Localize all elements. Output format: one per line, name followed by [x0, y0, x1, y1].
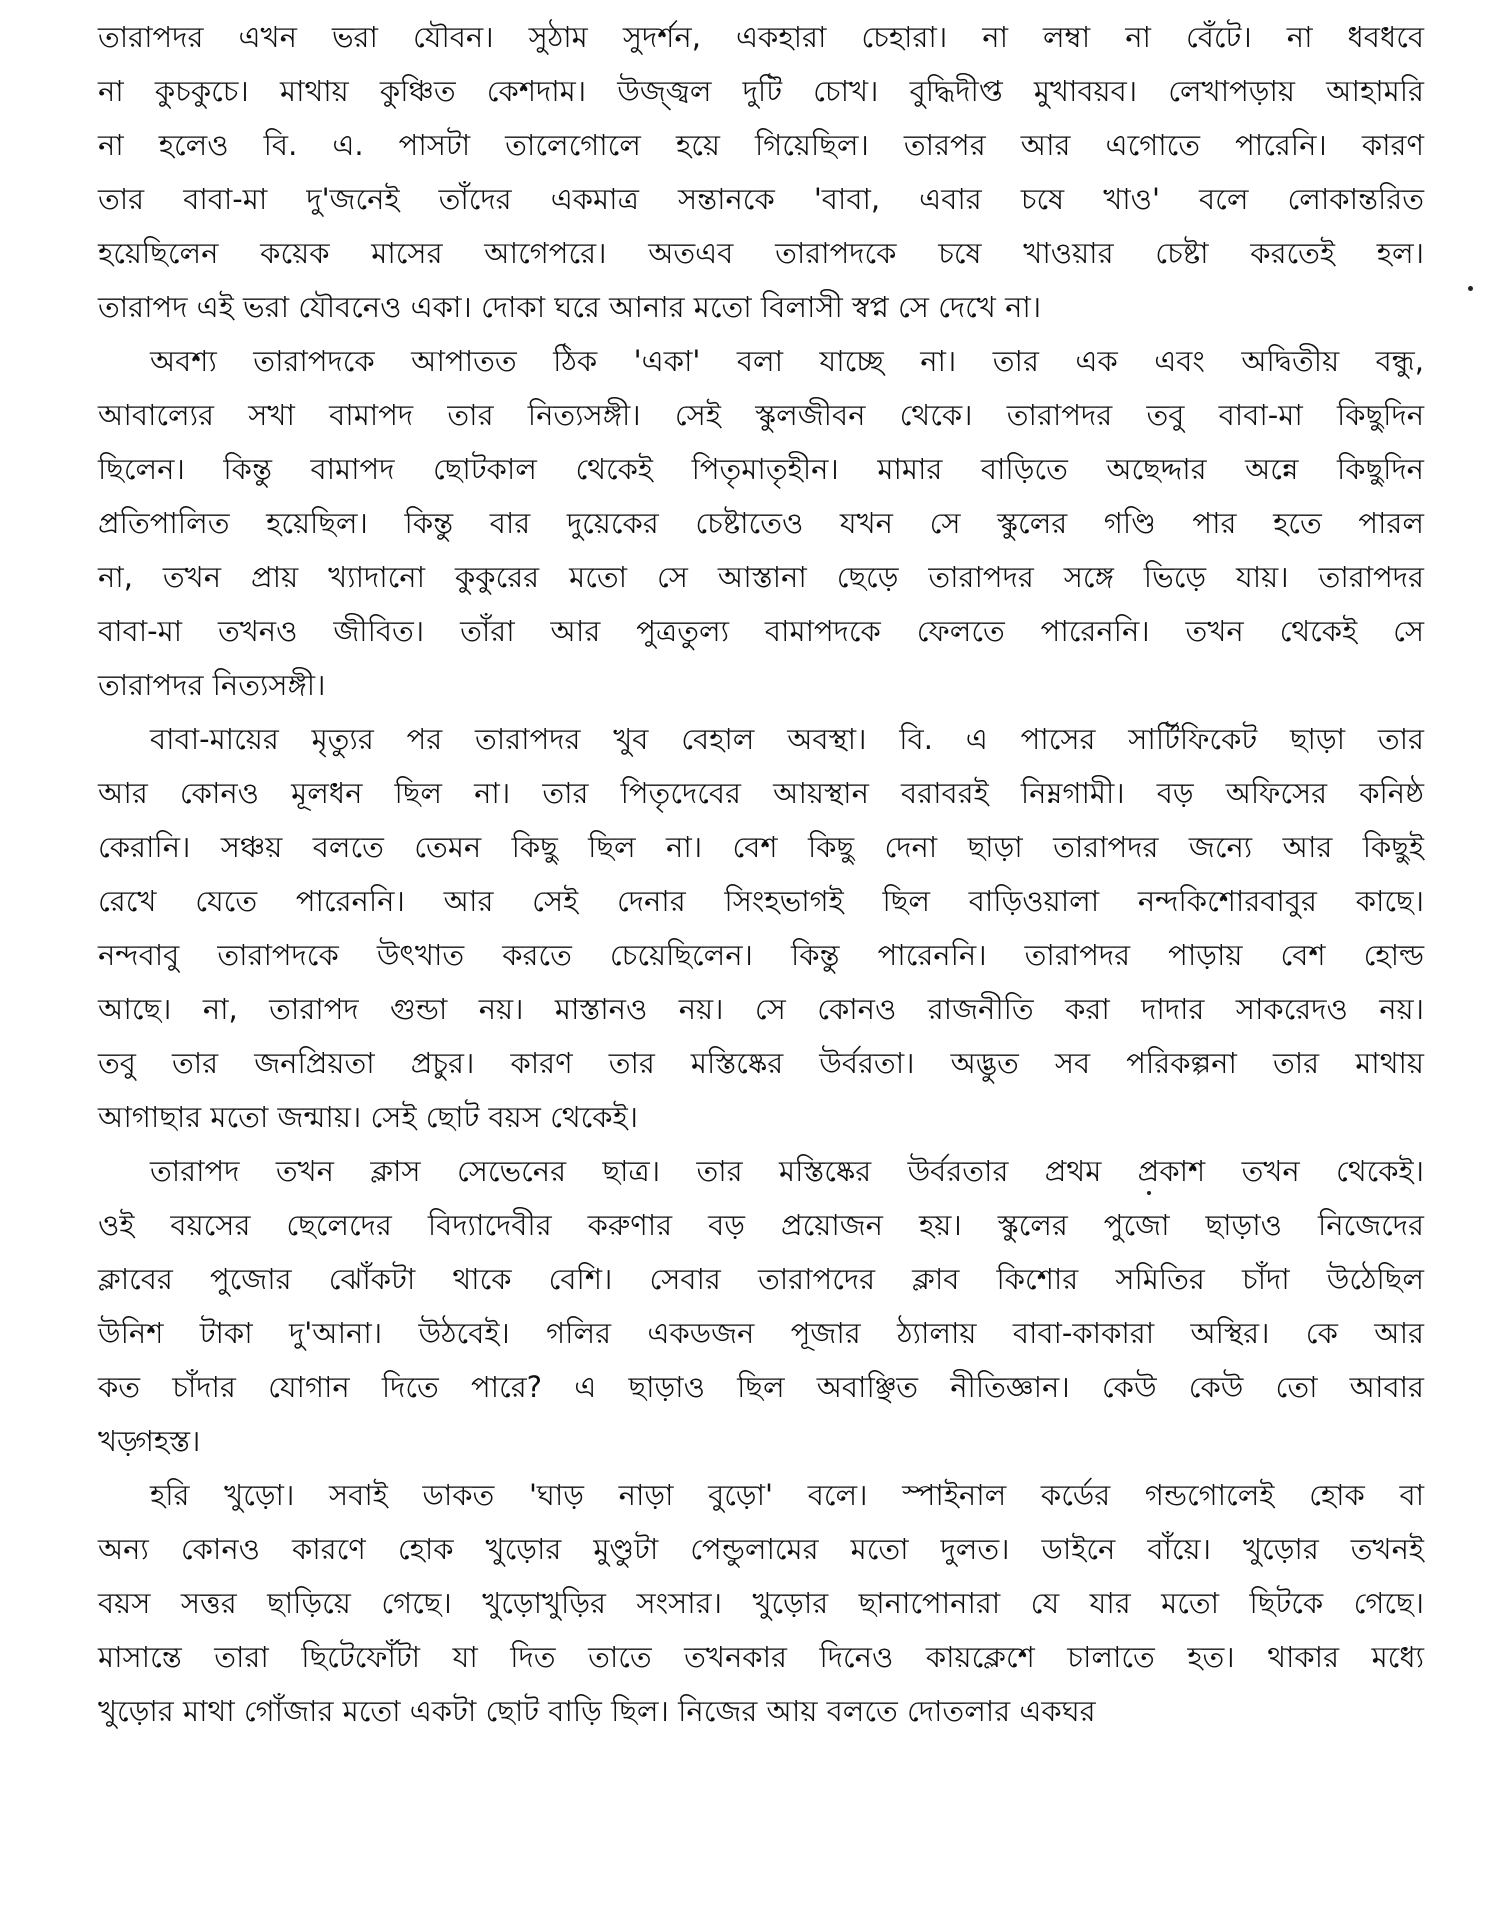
stray-dot — [1468, 286, 1473, 291]
text-line: ক্লাবের পুজোর ঝোঁকটা থাকে বেশি। সেবার তারাপদের ক্লাব কিশোর সমিতির চাঁদা উঠেছিল — [98, 1262, 1424, 1296]
text-line: হরি খুড়ো। সবাই ডাকত 'ঘাড় নাড়া বুড়ো' বলে। স্পাইনাল কর্ডের গন্ডগোলেই হোক বা — [150, 1478, 1424, 1512]
text-line: তারাপদ এই ভরা যৌবনেও একা। দোকা ঘরে আনার মতো বিলাসী স্বপ্ন সে দেখে না। — [98, 290, 1042, 324]
paragraph — [98, 10, 1424, 334]
text-line: বাবা-মা তখনও জীবিত। তাঁরা আর পুত্রতুল্য বামাপদকে ফেলতে পারেননি। তখন থেকেই সে — [98, 614, 1424, 648]
text-line: তবু তার জনপ্রিয়তা প্রচুর। কারণ তার মস্তিষ্কের উর্বরতা। অদ্ভুত সব পরিকল্পনা তার মাথায় — [98, 1046, 1424, 1080]
text-line: অবশ্য তারাপদকে আপাতত ঠিক 'একা' বলা যাচ্ছে না। তার এক এবং অদ্বিতীয় বন্ধু, — [150, 344, 1424, 378]
text-line: নন্দবাবু তারাপদকে উৎখাত করতে চেয়েছিলেন। কিন্তু পারেননি। তারাপদর পাড়ায় বেশ হোল্ড — [98, 938, 1424, 972]
text-line: হয়েছিলেন কয়েক মাসের আগেপরে। অতএব তারাপদকে চষে খাওয়ার চেষ্টা করতেই হল। — [98, 236, 1424, 270]
paragraph — [98, 712, 1424, 1144]
text-line: তারাপদর নিত্যসঙ্গী। — [98, 668, 326, 702]
text-line: প্রতিপালিত হয়েছিল। কিন্তু বার দুয়েকের চেষ্টাতেও যখন সে স্কুলের গণ্ডি পার হতে পারল — [98, 506, 1424, 540]
text-line: কেরানি। সঞ্চয় বলতে তেমন কিছু ছিল না। বেশ কিছু দেনা ছাড়া তারাপদর জন্যে আর কিছুই — [98, 830, 1424, 864]
text-line: বাবা-মায়ের মৃত্যুর পর তারাপদর খুব বেহাল অবস্থা। বি. এ পাসের সার্টিফিকেট ছাড়া তার — [150, 722, 1424, 756]
text-line: আবাল্যের সখা বামাপদ তার নিত্যসঙ্গী। সেই স্কুলজীবন থেকে। তারাপদর তবু বাবা-মা কিছুদিন — [98, 398, 1424, 432]
text-line: উনিশ টাকা দু'আনা। উঠবেই। গলির একডজন পূজার ঠ্যালায় বাবা-কাকারা অস্থির। কে আর — [98, 1316, 1424, 1350]
text-line: না হলেও বি. এ. পাসটা তালেগোলে হয়ে গিয়েছিল। তারপর আর এগোতে পারেনি। কারণ — [98, 128, 1424, 162]
text-line: খুড়োর মাথা গোঁজার মতো একটা ছোট বাড়ি ছিল। নিজের আয় বলতে দোতলার একঘর — [98, 1694, 1096, 1728]
paragraph — [98, 1144, 1424, 1468]
text-line: বয়স সত্তর ছাড়িয়ে গেছে। খুড়োখুড়ির সংসার। খুড়োর ছানাপোনারা যে যার মতো ছিটকে গেছে। — [98, 1586, 1424, 1620]
paragraph — [98, 334, 1424, 712]
text-line: তারাপদ তখন ক্লাস সেভেনের ছাত্র। তার মস্তিষ্কের উর্বরতার প্রথম প্রকাশ তখন থেকেই। — [150, 1154, 1424, 1188]
text-line: ছিলেন। কিন্তু বামাপদ ছোটকাল থেকেই পিতৃমাতৃহীন। মামার বাড়িতে অছেদ্দার অন্নে কিছুদিন — [98, 452, 1424, 486]
text-line: তারাপদর এখন ভরা যৌবন। সুঠাম সুদর্শন, একহারা চেহারা। না লম্বা না বেঁটে। না ধবধবে — [98, 20, 1424, 54]
text-line: তার বাবা-মা দু'জনেই তাঁদের একমাত্র সন্তানকে 'বাবা, এবার চষে খাও' বলে লোকান্তরিত — [98, 182, 1424, 216]
text-line: ওই বয়সের ছেলেদের বিদ্যাদেবীর করুণার বড় প্রয়োজন হয়। স্কুলের পুজো ছাড়াও নিজেদের — [98, 1208, 1424, 1242]
text-line: না, তখন প্রায় খ্যাদানো কুকুরের মতো সে আস্তানা ছেড়ে তারাপদর সঙ্গে ভিড়ে যায়। তারাপদর — [98, 560, 1424, 594]
text-line: মাসান্তে তারা ছিটেফোঁটা যা দিত তাতে তখনকার দিনেও কায়ক্লেশে চালাতে হত। থাকার মধ্যে — [98, 1640, 1424, 1674]
text-line: রেখে যেতে পারেননি। আর সেই দেনার সিংহভাগই ছিল বাড়িওয়ালা নন্দকিশোরবাবুর কাছে। — [98, 884, 1424, 918]
paragraph — [98, 1468, 1424, 1738]
book-page — [98, 10, 1424, 1738]
text-line: কত চাঁদার যোগান দিতে পারে? এ ছাড়াও ছিল অবাঞ্ছিত নীতিজ্ঞান। কেউ কেউ তো আবার — [98, 1370, 1424, 1404]
text-line: অন্য কোনও কারণে হোক খুড়োর মুণ্ডুটা পেন্ডুলামের মতো দুলত। ডাইনে বাঁয়ে। খুড়োর তখনই — [98, 1532, 1424, 1566]
text-line: খড়্গহস্ত। — [98, 1424, 201, 1458]
text-line: আগাছার মতো জন্মায়। সেই ছোট বয়স থেকেই। — [98, 1100, 639, 1134]
text-line: আর কোনও মূলধন ছিল না। তার পিতৃদেবের আয়স্থান বরাবরই নিম্নগামী। বড় অফিসের কনিষ্ঠ — [98, 776, 1424, 810]
text-line: আছে। না, তারাপদ গুন্ডা নয়। মাস্তানও নয়। সে কোনও রাজনীতি করা দাদার সাকরেদও নয়। — [98, 992, 1424, 1026]
text-line: না কুচকুচে। মাথায় কুঞ্চিত কেশদাম। উজ্জ্বল দুটি চোখ। বুদ্ধিদীপ্ত মুখাবয়ব। লেখাপড়ায় আহামরি — [98, 74, 1424, 108]
